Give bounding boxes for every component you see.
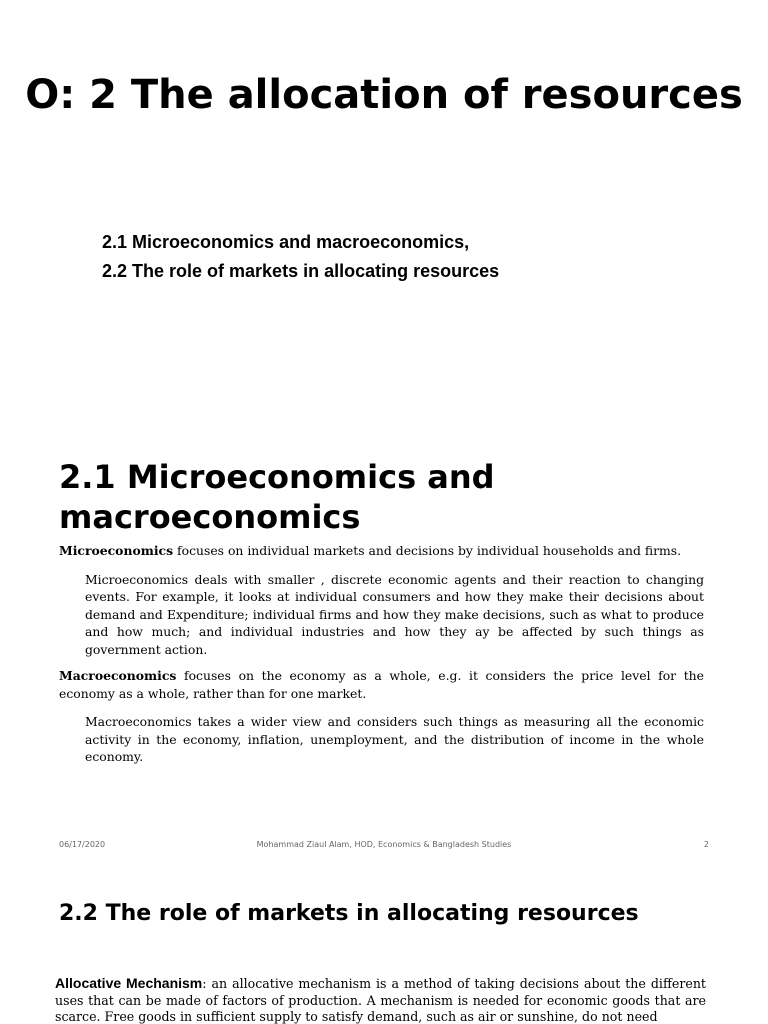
micro-detail: Microeconomics deals with smaller , discrete economic agents and their reaction to changing events. For example, it looks at individual consumers and how they make their decisions about demand and Expenditure; individual firms and how they make decisions, such as what to produce and how much; and individual industries and how they ay be affected by such things as government action. [85, 571, 704, 657]
footer-page-number: 2 [703, 840, 709, 849]
micro-definition [59, 542, 704, 560]
macro-detail: Macroeconomics takes a wider view and considers such things as measuring all the economic activity in the economy, inflation, unemployment, and the distribution of income in the whole economy. [85, 714, 704, 764]
allocative-mechanism-text: : an allocative mechanism is a method of taking decisions about the different uses that can be made of factors of production. A mechanism is needed for economic goods that are scarce. Free goods in sufficient supply to satisfy demand, such as air or sunshine, do not need [55, 976, 706, 1024]
macro-def-text: focuses on the economy as a whole, e.g. it considers the price level for the economy as a whole, rather than for one market. [59, 668, 704, 701]
allocative-mechanism-term: Allocative Mechanism [55, 975, 203, 991]
slide-micro-macro [0, 440, 768, 860]
footer-author: Mohammad Ziaul Alam, HOD, Economics & Bangladesh Studies [256, 840, 512, 849]
slide-heading: 2.2 The role of markets in allocating resources [59, 901, 639, 926]
allocative-mechanism-paragraph [55, 975, 706, 1024]
slide-markets [0, 862, 768, 1024]
agenda-item: 2.2 The role of markets in allocating resources [102, 261, 500, 281]
agenda-list [102, 228, 499, 286]
micro-def-text: focuses on individual markets and decisions by individual households and firms. [173, 543, 682, 558]
footer-date: 06/17/2020 [59, 840, 106, 849]
slide-title-heading: O: 2 The allocation of resources [25, 72, 743, 118]
slide-body [59, 542, 704, 775]
macro-definition [59, 667, 704, 702]
agenda-item: 2.1 Microeconomics and macroeconomics, [102, 232, 470, 252]
slide-title [0, 0, 768, 420]
slide-footer [0, 840, 768, 854]
macro-term: Macroeconomics [59, 668, 177, 683]
slide-heading: 2.1 Microeconomics and macroeconomics [59, 458, 495, 536]
micro-term: Microeconomics [59, 543, 174, 558]
